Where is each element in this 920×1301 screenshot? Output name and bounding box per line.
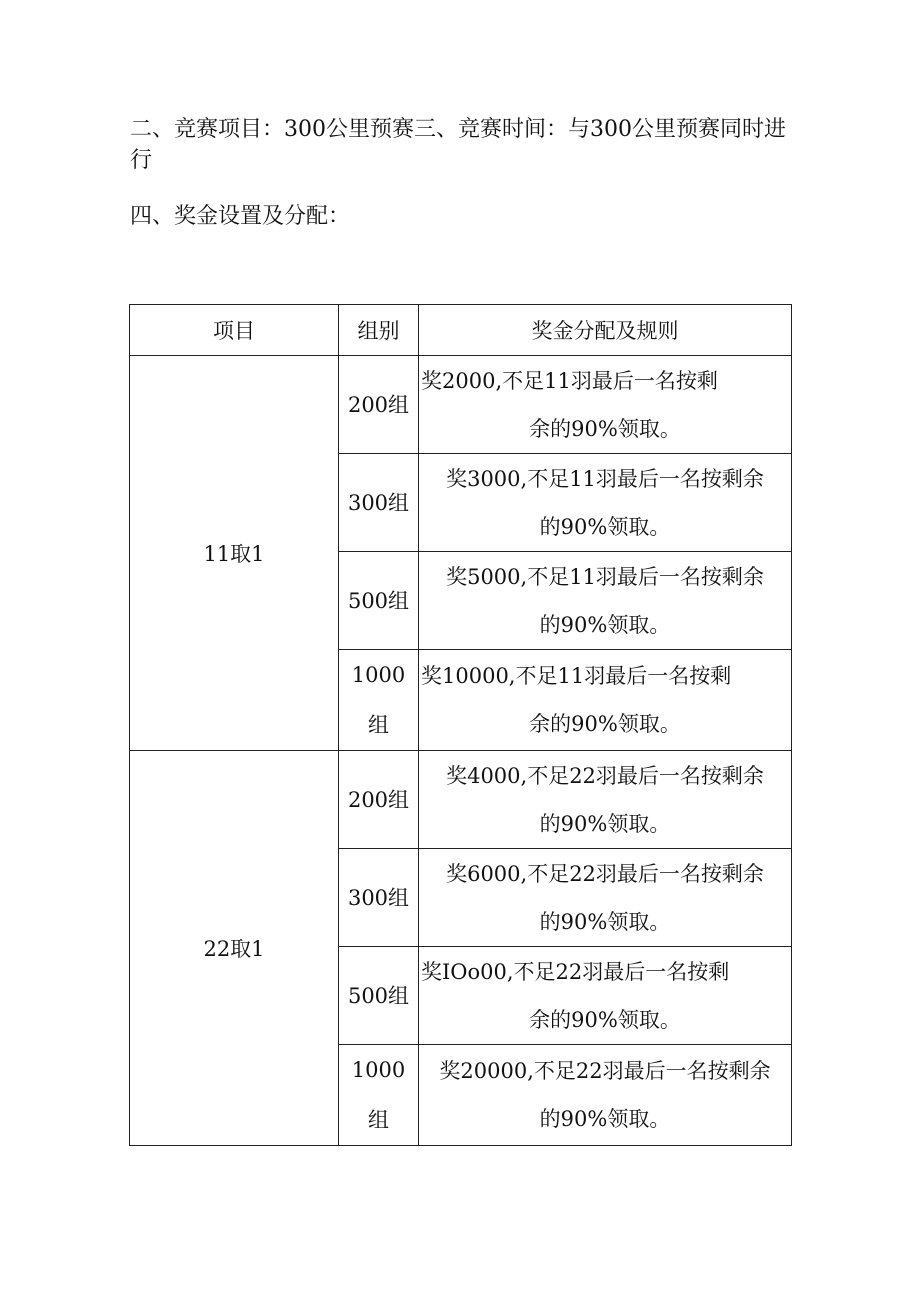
group-cell: 300组 xyxy=(339,454,419,552)
group-cell: 500组 xyxy=(339,552,419,650)
group-cell: 300组 xyxy=(339,849,419,947)
rule-cell: 奖10000,不足11羽最后一名按剩 余的90%领取。 xyxy=(419,650,792,751)
table-row xyxy=(130,751,792,849)
prize-table xyxy=(129,304,792,1146)
rule-cell: 奖6000,不足22羽最后一名按剩余 的90%领取。 xyxy=(419,849,792,947)
project-cell: 11取1 xyxy=(130,356,339,751)
rule-cell: 奖5000,不足11羽最后一名按剩余 的90%领取。 xyxy=(419,552,792,650)
table-row xyxy=(130,356,792,454)
header-rule: 奖金分配及规则 xyxy=(419,305,792,356)
prize-heading: 四、奖金设置及分配： xyxy=(130,204,351,229)
group-cell: 1000 组 xyxy=(339,650,419,751)
header-group: 组别 xyxy=(339,305,419,356)
group-cell: 1000 组 xyxy=(339,1045,419,1146)
rule-cell: 奖2000,不足11羽最后一名按剩 余的90%领取。 xyxy=(419,356,792,454)
group-cell: 200组 xyxy=(339,356,419,454)
rule-cell: 奖20000,不足22羽最后一名按剩余 的90%领取。 xyxy=(419,1045,792,1146)
rule-cell: 奖IOo00,不足22羽最后一名按剩 余的90%领取。 xyxy=(419,947,792,1045)
table-header-row xyxy=(130,305,792,356)
group-cell: 200组 xyxy=(339,751,419,849)
rule-cell: 奖3000,不足11羽最后一名按剩余 的90%领取。 xyxy=(419,454,792,552)
header-project: 项目 xyxy=(130,305,339,356)
competition-paragraph: 二、竞赛项目：300公里预赛三、竞赛时间：与300公里预赛同时进行 xyxy=(130,117,786,173)
rule-cell: 奖4000,不足22羽最后一名按剩余 的90%领取。 xyxy=(419,751,792,849)
project-cell: 22取1 xyxy=(130,751,339,1146)
group-cell: 500组 xyxy=(339,947,419,1045)
